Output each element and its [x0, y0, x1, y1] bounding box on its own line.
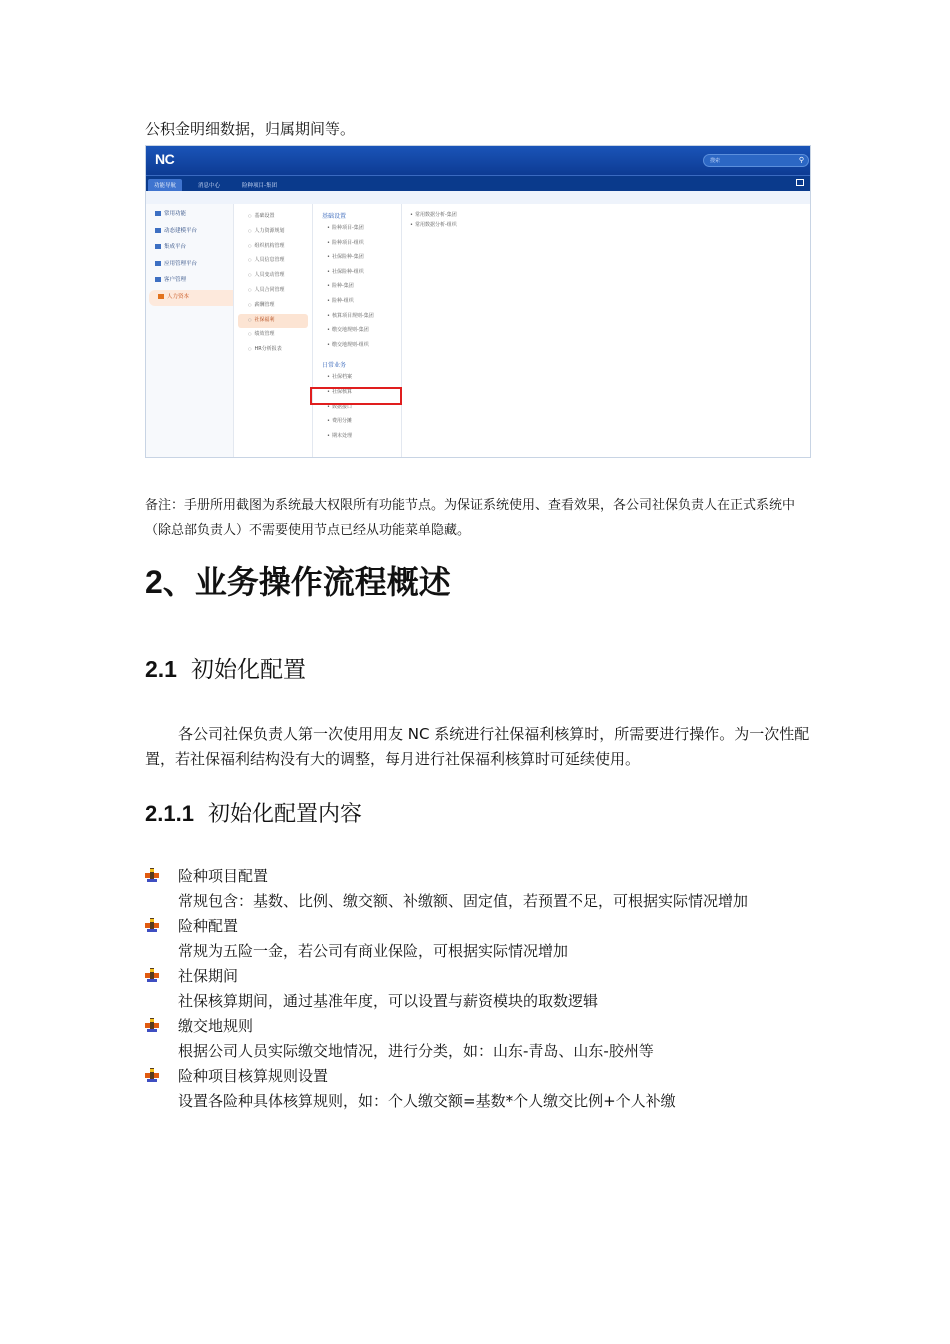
- function-item: • 费用分摊: [313, 415, 401, 430]
- favorite-item: • 常用数据分析-组织: [402, 219, 810, 234]
- list-item: [145, 1014, 815, 1064]
- item-desc: 常规为五险一金，若公司有商业保险，可根据实际情况增加: [178, 942, 569, 960]
- function-item: • 社保档案: [313, 371, 401, 386]
- module-icon: [155, 228, 161, 233]
- nc-function-list: [312, 204, 402, 457]
- item-term: 社保期间: [178, 967, 239, 985]
- function-item: • 期末处理: [313, 430, 401, 445]
- search-icon: ⚲: [798, 156, 804, 164]
- tab-message-center: 消息中心: [198, 183, 221, 189]
- nc-search-box: [703, 154, 809, 167]
- middle-nav-item-social-welfare: ○ 社保福利: [238, 314, 308, 329]
- middle-nav-item: ○ 组织机构管理: [234, 240, 312, 255]
- list-item: [145, 1064, 815, 1114]
- function-item: • 险种项目-集团: [313, 222, 401, 237]
- section-heading-2-1: 2.1 初始化配置: [145, 656, 306, 683]
- middle-nav-item: ○ 绩效管理: [234, 328, 312, 343]
- module-icon: [158, 294, 164, 299]
- intro-text: 公积金明细数据，归属期间等。: [145, 120, 356, 138]
- list-item: [145, 914, 815, 964]
- list-item: [145, 964, 815, 1014]
- bullet-icon: [145, 968, 159, 982]
- body-paragraph: 各公司社保负责人第一次使用用友 NC 系统进行社保福利核算时，所需要进行操作。为一次性配置，若社保福利结构没有大的调整，每月进行社保福利核算时可延续使用。: [145, 725, 810, 768]
- tab-insurance-items-group: 险种项目-集团: [242, 183, 277, 189]
- nc-system-screenshot: [145, 145, 811, 458]
- middle-nav-item: ○ 人员信息管理: [234, 254, 312, 269]
- item-desc: 社保核算期间，通过基准年度，可以设置与薪资模块的取数逻辑: [178, 992, 599, 1010]
- left-nav-item: 集成平台: [146, 240, 233, 257]
- restore-window-icon: [796, 179, 804, 186]
- function-item: • 缴交地规则-组织: [313, 339, 401, 354]
- left-nav-item: 动态建模平台: [146, 224, 233, 241]
- left-nav-item: 常用功能: [146, 207, 233, 224]
- middle-nav-item: ○ 人力资源规划: [234, 225, 312, 240]
- nc-search-placeholder: 搜索: [710, 158, 721, 164]
- item-term: 缴交地规则: [178, 1017, 254, 1035]
- item-term: 险种项目配置: [178, 867, 269, 885]
- module-icon: [155, 244, 161, 249]
- module-icon: [155, 261, 161, 266]
- section-heading-2: 2、业务操作流程概述: [145, 563, 451, 601]
- module-icon: [155, 211, 161, 216]
- middle-nav-item: ○ 人员合同管理: [234, 284, 312, 299]
- function-item: • 数据接口: [313, 401, 401, 416]
- middle-nav-item: ○ 基础设置: [234, 210, 312, 225]
- nc-tab-bar: [146, 175, 810, 191]
- section-title-basic: 基础设置: [322, 213, 347, 220]
- function-item: • 缴交地规则-集团: [313, 324, 401, 339]
- function-item: • 险种-集团: [313, 280, 401, 295]
- item-desc: 根据公司人员实际缴交地情况，进行分类，如：山东-青岛、山东-胶州等: [178, 1042, 654, 1060]
- function-item: • 社保险种-组织: [313, 266, 401, 281]
- function-item: • 核算项目规则-集团: [313, 310, 401, 325]
- tab-function-nav: 功能导航: [148, 179, 182, 191]
- left-nav-item: 客户管理: [146, 273, 233, 290]
- bullet-icon: [145, 918, 159, 932]
- left-nav-item-hr: 人力资本: [149, 290, 233, 307]
- function-item-social-accounting: • 社保核算: [313, 386, 401, 401]
- item-desc: 设置各险种具体核算规则，如：个人缴交额=基数*个人缴交比例+个人补缴: [178, 1092, 676, 1110]
- favorite-item: • 常用数据分析-集团: [402, 204, 810, 219]
- function-item: • 险种-组织: [313, 295, 401, 310]
- middle-nav-item: ○ 薪酬管理: [234, 299, 312, 314]
- nc-left-nav: [146, 204, 234, 457]
- section-heading-2-1-1: 2.1.1 初始化配置内容: [145, 801, 362, 827]
- section-title-daily: 日常业务: [322, 362, 347, 370]
- module-icon: [155, 277, 161, 282]
- list-item: [145, 864, 815, 914]
- red-highlight-box: [310, 387, 402, 405]
- nc-middle-nav: [234, 204, 312, 457]
- nc-top-bar: [146, 146, 810, 175]
- item-term: 险种项目核算规则设置: [178, 1067, 329, 1085]
- bullet-icon: [145, 1018, 159, 1032]
- config-items-list: [145, 864, 815, 1114]
- note-paragraph: 备注：手册所用截图为系统最大权限所有功能节点。为保证系统使用、查看效果，各公司社保负责人在正式系统中（除总部负责人）不需要使用节点已经从功能菜单隐藏。: [145, 498, 796, 538]
- middle-nav-item: ○ 人员变动管理: [234, 269, 312, 284]
- nc-logo: NC: [155, 151, 175, 167]
- item-desc: 常规包含：基数、比例、缴交额、补缴额、固定值，若预置不足，可根据实际情况增加: [178, 892, 749, 910]
- bullet-icon: [145, 868, 159, 882]
- function-item: • 险种项目-组织: [313, 237, 401, 252]
- bullet-icon: [145, 1068, 159, 1082]
- item-term: 险种配置: [178, 917, 239, 935]
- middle-nav-item: ○ HR分析报表: [234, 343, 312, 358]
- function-item: • 社保险种-集团: [313, 251, 401, 266]
- nc-favorites: [402, 204, 810, 457]
- left-nav-item: 应用管理平台: [146, 257, 233, 274]
